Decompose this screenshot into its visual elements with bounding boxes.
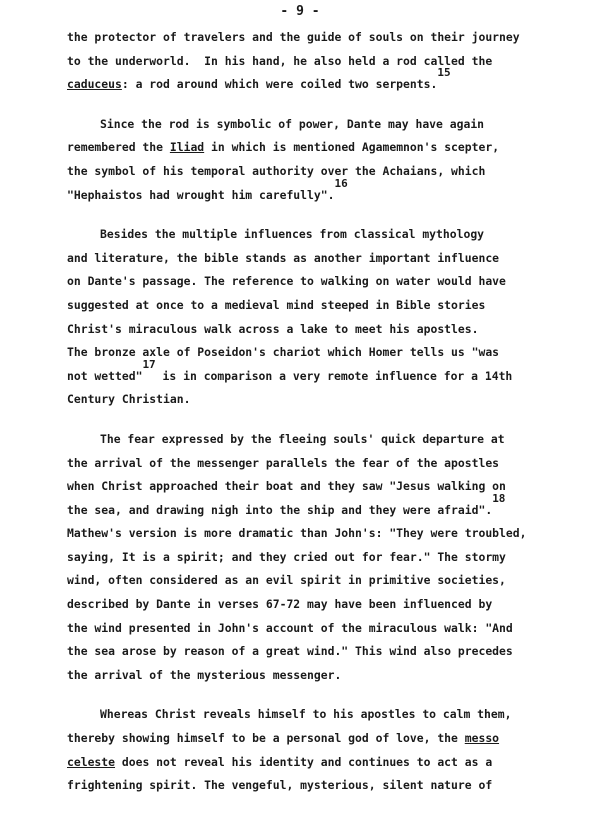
- text-segment: : a rod around which were coiled two serpents.: [121, 77, 438, 92]
- footnote-marker: 18: [492, 491, 506, 505]
- text-segment: the sea, and drawing nigh into the ship and they were afraid".: [67, 502, 493, 517]
- text-line: [67, 66, 567, 97]
- text-line: [67, 751, 567, 775]
- text-segment: thereby showing himself to be a personal god of love, the: [67, 731, 465, 746]
- text-line: [67, 294, 567, 318]
- body-text: [67, 26, 567, 798]
- text-segment: is in comparison a very remote influence for a 14th: [155, 368, 513, 383]
- text-segment: does not reveal his identity and continues to act as a: [115, 754, 493, 769]
- text-segment: frightening spirit. The vengeful, mysterious, silent nature of: [67, 778, 493, 793]
- text-segment: the symbol of his temporal authority over the Achaians, which: [67, 163, 486, 178]
- text-segment: to the underworld. In his hand, he also held a rod called the: [67, 53, 493, 68]
- text-line: [67, 160, 567, 184]
- text-line: [67, 640, 567, 664]
- text-segment: not wetted": [67, 368, 143, 383]
- text-segment: "Hephaistos had wrought him carefully".: [67, 187, 335, 202]
- text-line: [67, 176, 567, 208]
- text-line: [67, 491, 567, 523]
- text-segment: Besides the multiple influences from classical mythology: [100, 227, 485, 242]
- text-segment: Since the rod is symbolic of power, Dante may have again: [100, 116, 485, 131]
- text-segment: the sea arose by reason of a great wind." This wind also precedes: [67, 644, 513, 659]
- text-segment: on Dante's passage. The reference to walking on water would have: [67, 274, 506, 289]
- text-segment: the wind presented in John's account of the miraculous walk: "And: [67, 620, 513, 635]
- text-segment: Whereas Christ reveals himself to his apostles to calm them,: [100, 707, 512, 722]
- paragraph-gap: [67, 97, 567, 113]
- text-line: [67, 617, 567, 641]
- text-segment: Christ's miraculous walk across a lake to meet his apostles.: [67, 321, 479, 336]
- text-segment: The fear expressed by the fleeing souls' quick departure at: [100, 431, 505, 446]
- text-segment: the protector of travelers and the guide of souls on their journey: [67, 30, 520, 44]
- text-segment: remembered the: [67, 140, 170, 155]
- text-line: [67, 318, 567, 342]
- text-line: [67, 50, 567, 74]
- underlined-term: Iliad: [169, 140, 205, 155]
- text-line: [67, 593, 567, 617]
- underlined-term: messo: [464, 731, 500, 746]
- text-segment: saying, It is a spirit; and they cried out for fear." The stormy: [67, 549, 506, 564]
- text-line: [67, 727, 567, 751]
- text-line: [67, 113, 567, 137]
- text-segment: and literature, the bible stands as another important influence: [67, 250, 500, 265]
- text-segment: when Christ approached their boat and they saw "Jesus walking on: [67, 479, 506, 494]
- paragraph-gap: [67, 412, 567, 428]
- text-segment: in which is mentioned Agamemnon's scepter,: [204, 140, 500, 155]
- text-segment: Century Christian.: [67, 392, 191, 407]
- footnote-marker: 15: [437, 66, 451, 80]
- underlined-term: caduceus: [67, 77, 122, 92]
- text-segment: The bronze axle of Poseidon's chariot which Homer tells us "was: [67, 345, 500, 360]
- text-line: [67, 522, 567, 546]
- text-segment: described by Dante in verses 67-72 may have been influenced by: [67, 597, 493, 612]
- text-line: [67, 357, 567, 389]
- page-number: - 9 -: [280, 4, 320, 19]
- text-line: [67, 270, 567, 294]
- text-line: [67, 774, 567, 798]
- text-line: [67, 136, 567, 160]
- text-line: [67, 546, 567, 570]
- text-segment: wind, often considered as an evil spirit in primitive societies,: [67, 573, 506, 588]
- paragraph-gap: [67, 207, 567, 223]
- text-line: [67, 428, 567, 452]
- text-segment: the arrival of the mysterious messenger.: [67, 667, 342, 682]
- text-line: [67, 388, 567, 412]
- underlined-term: celeste: [67, 754, 116, 769]
- text-line: [67, 452, 567, 476]
- text-line: [67, 664, 567, 688]
- text-segment: Mathew's version is more dramatic than John's: "They were troubled,: [67, 526, 527, 541]
- footnote-marker: 17: [142, 357, 156, 371]
- paragraph-gap: [67, 687, 567, 703]
- text-line: [67, 703, 567, 727]
- footnote-marker: 16: [334, 176, 348, 190]
- text-line: [67, 247, 567, 271]
- text-line: [67, 569, 567, 593]
- text-line: [67, 26, 567, 50]
- text-line: [67, 223, 567, 247]
- text-segment: the arrival of the messenger parallels the fear of the apostles: [67, 455, 500, 470]
- text-segment: suggested at once to a medieval mind steeped in Bible stories: [67, 297, 486, 312]
